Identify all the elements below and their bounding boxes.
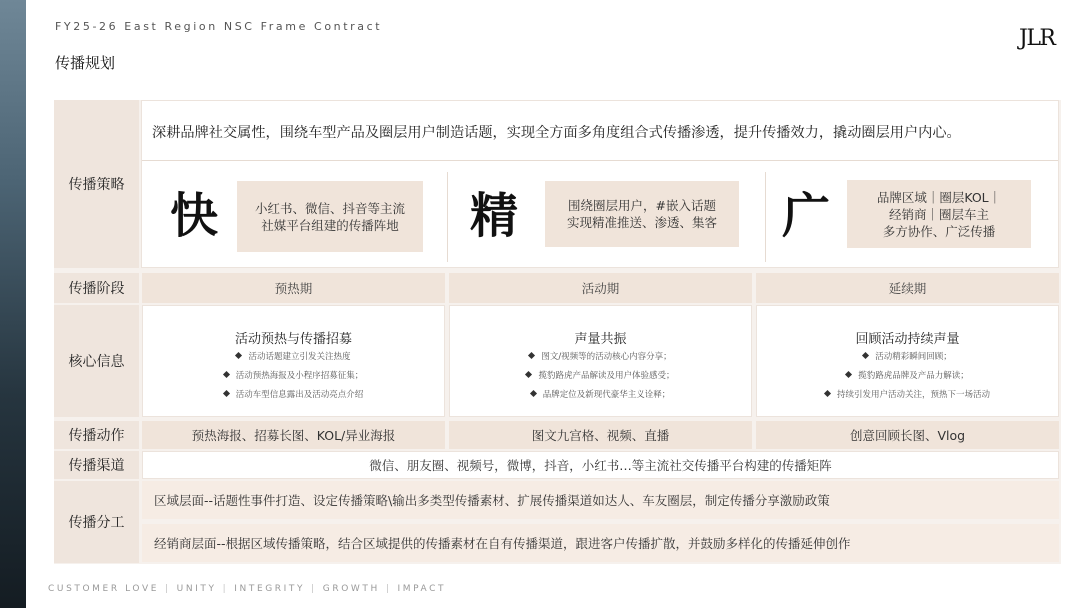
core-point: 揽豹路虎产品解读及用户体验感受； [450,367,751,386]
diamond-bullet-icon [525,371,532,378]
footer-value: INTEGRITY [234,584,306,594]
pillar-box-wide [847,180,1031,248]
core-point: 活动话题建立引发关注热度 [143,348,444,367]
core-title: 声量共振 [574,332,627,347]
stage-continuation: 延续期 [756,273,1059,303]
core-point: 揽豹路虎品牌及产品力解读； [757,367,1058,386]
diamond-bullet-icon [223,390,230,397]
action-event: 图文九宫格、视频、直播 [449,421,752,449]
channels-cell [142,451,1059,479]
channels-text: 微信、朋友圈、视频号，微博，抖音，小红书…等主流社交传播平台构建的传播矩阵 [369,458,832,473]
diamond-bullet-icon [528,352,535,359]
pillar-separator [447,172,448,262]
pillar-precise-line1: 围绕圈层用户，#嵌入话题 [568,198,716,213]
row-label-division: 传播分工 [54,481,139,563]
strategy-divider [142,160,1058,161]
footer-value: UNITY [176,584,217,594]
jlr-logo: JLR [1019,26,1055,51]
core-card-preheat [142,305,445,417]
background-photo-edge [0,0,26,608]
core-point: 活动预热海报及小程序招募征集； [143,367,444,386]
core-title: 活动预热与传播招募 [234,332,352,347]
pillar-box-precise [545,181,739,247]
diamond-bullet-icon [235,352,242,359]
footer-value: IMPACT [397,584,447,594]
action-continuation: 创意回顾长图、Vlog [756,421,1059,449]
row-label-strategy: 传播策略 [54,100,139,268]
division-region: 区域层面--话题性事件打造、设定传播策略\输出多类型传播素材、扩展传播渠道如达人、车友圈层，制定传播分享激励政策 [142,481,1059,519]
row-label-core: 核心信息 [54,305,139,417]
diamond-bullet-icon [530,390,537,397]
strategy-summary: 深耕品牌社交属性，围绕车型产品及圈层用户制造话题，实现全方面多角度组合式传播渗透，提升传播效力，撬动圈层用户内心。 [152,125,961,141]
core-title: 回顾活动持续声量 [855,332,960,347]
pillar-precise-line2: 实现精准推送、渗透、集客 [566,215,717,230]
core-card-event [449,305,752,417]
pillar-wide-line2: 经销商｜圈层车主 [888,206,989,222]
diamond-bullet-icon [824,390,831,397]
pillar-char-precise: 精 [470,188,519,244]
values-footer: CUSTOMER LOVE | UNITY | INTEGRITY | GROWTH | IMPACT [48,584,447,594]
pillar-wide-line3: 多方协作、广泛传播 [882,223,996,239]
core-point: 持续引发用户活动关注，预热下一场活动 [757,386,1058,405]
pillar-wide-line1: 品牌区域｜圈层KOL｜ [876,189,1002,205]
division-dealer: 经销商层面--根据区域传播策略，结合区域提供的传播素材在自有传播渠道，跟进客户传播扩散，并鼓励多样化的传播延伸创作 [142,524,1059,562]
row-label-actions: 传播动作 [54,421,139,449]
stage-preheat: 预热期 [142,273,445,303]
diamond-bullet-icon [862,352,869,359]
pillar-char-fast: 快 [170,188,219,244]
core-point: 活动精彩瞬间回顾； [757,348,1058,367]
core-point: 图文/视频等的活动核心内容分享； [450,348,751,367]
row-label-stages: 传播阶段 [54,273,139,303]
core-point: 品牌定位及新现代豪华主义诠释； [450,386,751,405]
footer-value: GROWTH [322,584,380,594]
contract-title: FY25-26 East Region NSC Frame Contract [55,20,383,33]
footer-value: CUSTOMER LOVE [48,584,159,594]
pillar-separator [765,172,766,262]
pillar-box-fast [237,181,423,252]
diamond-bullet-icon [223,371,230,378]
core-card-continuation [756,305,1059,417]
diamond-bullet-icon [845,371,852,378]
pillar-fast-line2: 社媒平台组建的传播阵地 [261,217,399,233]
pillar-char-wide: 广 [782,188,831,244]
stage-event: 活动期 [449,273,752,303]
row-label-channels: 传播渠道 [54,451,139,479]
core-point: 活动车型信息露出及活动亮点介绍 [143,386,444,405]
page-title: 传播规划 [55,54,116,72]
pillar-fast-line1: 小红书、微信、抖音等主流 [254,200,405,216]
action-preheat: 预热海报、招募长图、KOL/异业海报 [142,421,445,449]
